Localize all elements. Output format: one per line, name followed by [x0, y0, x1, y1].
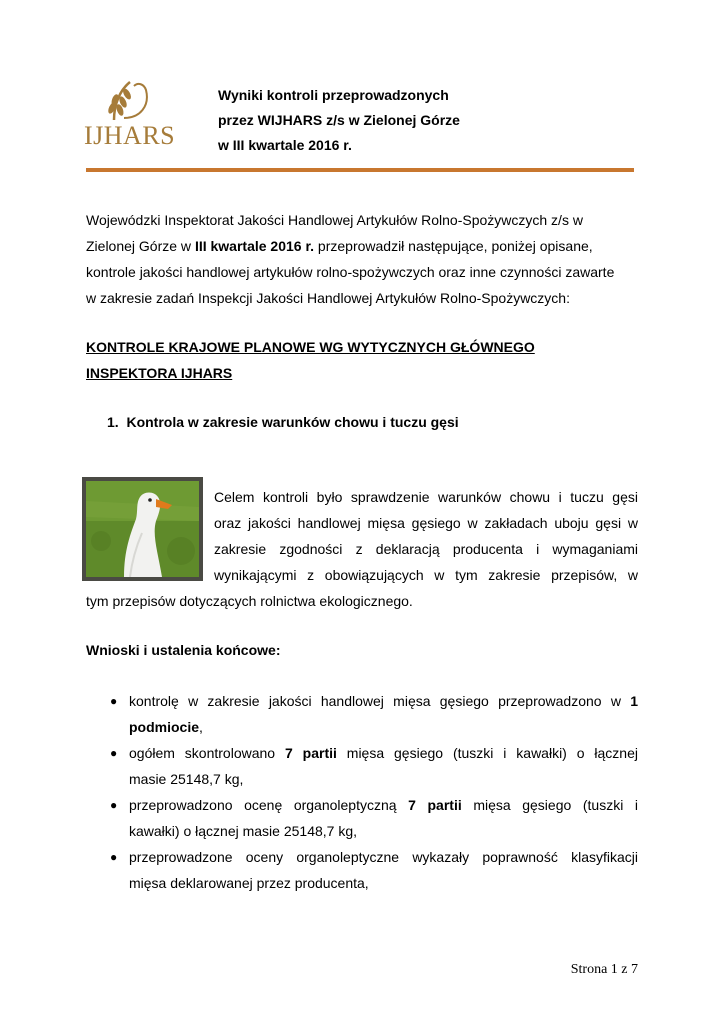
period-highlight: III kwartale 2016 r. — [194, 238, 315, 254]
list-item: ● przeprowadzone oceny organoleptyczne wykazały poprawność klasyfikacji mięsa deklarowanej przez producenta, — [104, 844, 638, 896]
goal-line: Celem kontroli było sprawdzenie warunków chowu i tuczu gęsi — [214, 489, 638, 505]
goal-line: oraz jakości handlowej mięsa gęsiego w zakładach uboju gęsi w — [214, 515, 638, 531]
bullet-icon: ● — [110, 694, 118, 708]
bullet-icon: ● — [110, 746, 118, 760]
document-header — [218, 83, 460, 158]
header-line: Wyniki kontroli przeprowadzonych — [218, 87, 449, 103]
header-line: w III kwartale 2016 r. — [218, 137, 352, 153]
logo-text: IJHARS — [84, 121, 176, 150]
header-line: przez WIJHARS z/s w Zielonej Górze — [218, 112, 460, 128]
page-number: Strona 1 z 7 — [570, 962, 638, 977]
item-number: 1. — [107, 414, 119, 430]
intro-line: kontrole jakości handlowej artykułów rolno-spożywczych oraz inne czynności zawarte — [86, 264, 615, 280]
bullet-icon: ● — [110, 798, 118, 812]
intro-line: Wojewódzki Inspektorat Jakości Handlowej Artykułów Rolno-Spożywczych z/s w — [86, 212, 583, 228]
goal-line: zakresie zgodności z deklaracją producenta i wymaganiami — [214, 541, 638, 557]
list-item: ● przeprowadzono ocenę organoleptyczną 7 partii mięsa gęsiego (tuszki i kawałki) o łącznej masie 25148,7 kg, — [104, 792, 638, 844]
intro-line: w zakresie zadań Inspekcji Jakości Handlowej Artykułów Rolno-Spożywczych: — [86, 290, 570, 306]
list-item: ● ogółem skontrolowano 7 partii mięsa gęsiego (tuszki i kawałki) o łącznej masie 25148,7 kg, — [104, 740, 638, 792]
goal-paragraph — [214, 484, 638, 588]
wheat-icon — [100, 78, 154, 122]
intro-paragraph — [86, 207, 638, 311]
goose-photo — [82, 477, 203, 581]
item-heading — [107, 409, 459, 435]
conclusions-heading: Wnioski i ustalenia końcowe: — [86, 642, 281, 658]
intro-line: Zielonej Górze w III kwartale 2016 r. przeprowadził następujące, poniżej opisane, — [86, 238, 593, 254]
goal-line: tym przepisów dotyczących rolnictwa ekologicznego. — [86, 593, 413, 609]
goal-line: wynikającymi z obowiązujących w tym zakresie przepisów, w — [214, 567, 638, 583]
bullet-icon: ● — [110, 850, 118, 864]
conclusions-list — [104, 688, 638, 896]
ijhars-logo — [84, 78, 176, 154]
section-heading: KONTROLE KRAJOWE PLANOWE WG WYTYCZNYCH GŁÓWNEGO INSPEKTORA IJHARS — [86, 339, 535, 381]
header-divider — [86, 168, 634, 172]
goose-image — [86, 481, 199, 577]
list-item: ● kontrolę w zakresie jakości handlowej mięsa gęsiego przeprowadzono w 1 podmiocie, — [104, 688, 638, 740]
item-title: Kontrola w zakresie warunków chowu i tuczu gęsi — [126, 414, 459, 430]
